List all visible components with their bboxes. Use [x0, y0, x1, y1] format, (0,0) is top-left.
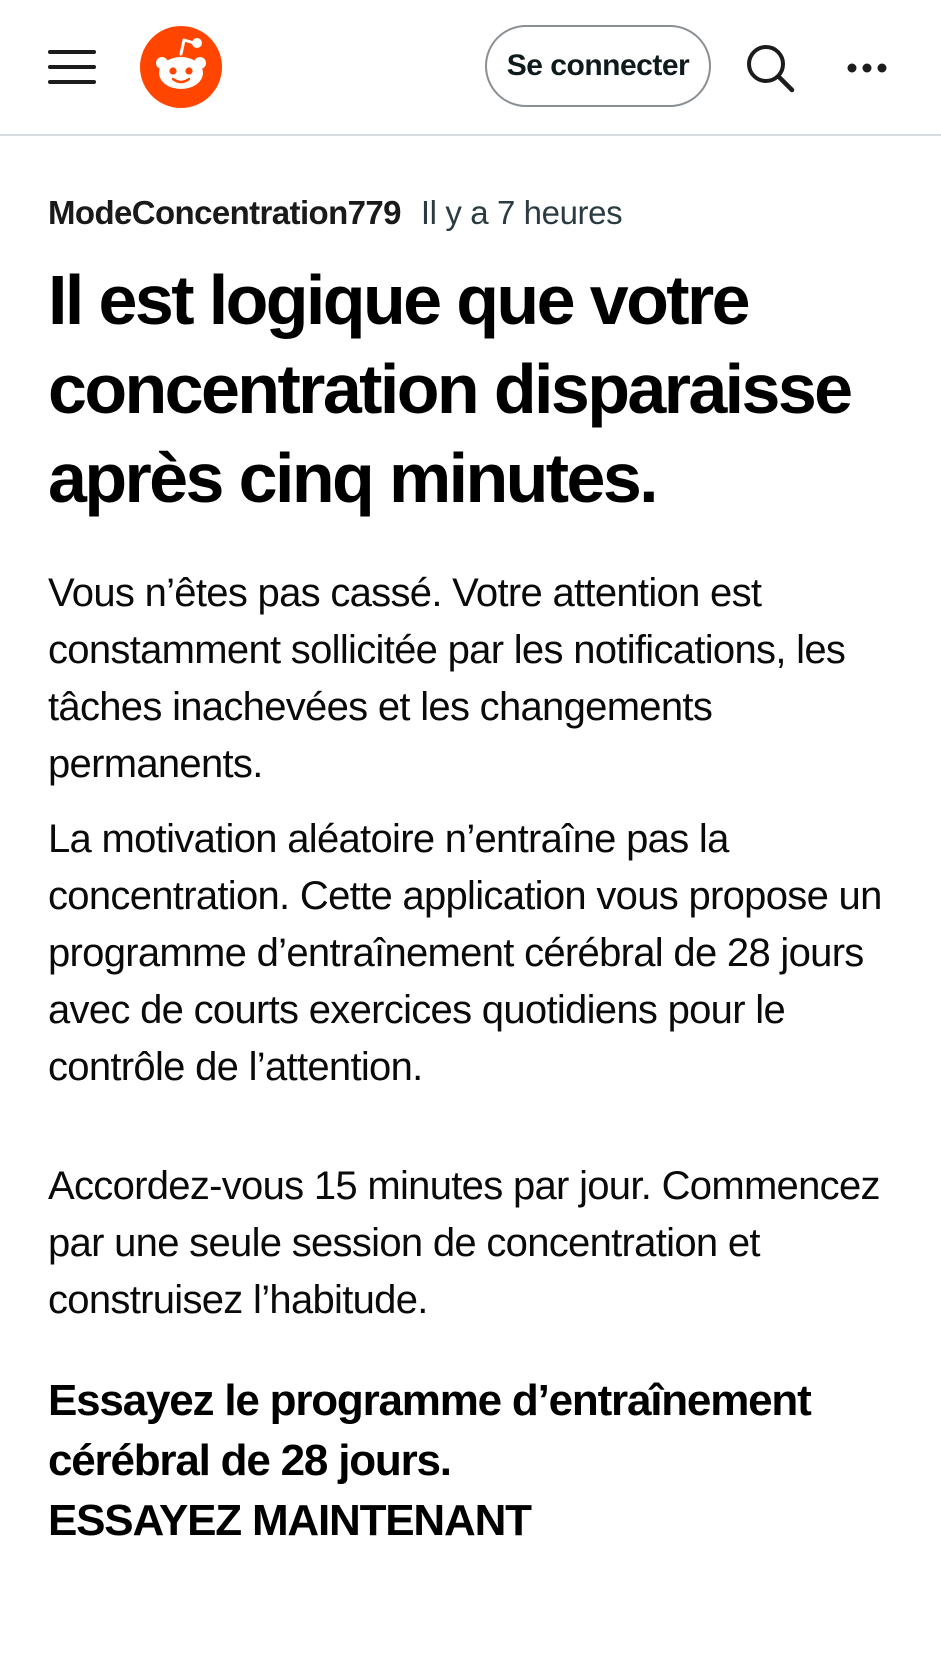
- try-now-link[interactable]: ESSAYEZ MAINTENANT: [48, 1496, 531, 1545]
- search-icon[interactable]: [744, 42, 796, 94]
- post: [48, 190, 918, 1551]
- post-paragraph: La motivation aléatoire n’entraîne pas la concentration. Cette application vous propose un programme d’entraînement cérébral de 28 jours avec de courts exercices quotidiens pour le contrôle de l’attention.: [48, 817, 882, 1089]
- login-button[interactable]: Se connecter: [485, 25, 711, 107]
- post-paragraph: Vous n’êtes pas cassé. Votre attention est constamment sollicitée par les notifications, les tâches inachevées et les changements permanents.: [48, 571, 846, 786]
- cta-heading: Essayez le programme d’entraînement cérébral de 28 jours.: [48, 1376, 811, 1485]
- top-bar: [0, 0, 941, 136]
- post-title: Il est logique que votre concentration disparaisse après cinq minutes.: [48, 261, 851, 517]
- post-timestamp: Il y a 7 heures: [420, 194, 623, 231]
- hamburger-menu-icon[interactable]: [48, 46, 96, 86]
- reddit-logo-icon[interactable]: [140, 26, 222, 108]
- more-options-icon[interactable]: [846, 56, 888, 80]
- post-paragraph: Accordez-vous 15 minutes par jour. Commencez par une seule session de concentration et construisez l’habitude.: [48, 1164, 880, 1322]
- post-meta: [48, 190, 918, 236]
- post-author[interactable]: ModeConcentration779: [48, 194, 401, 231]
- call-to-action: [48, 1371, 918, 1551]
